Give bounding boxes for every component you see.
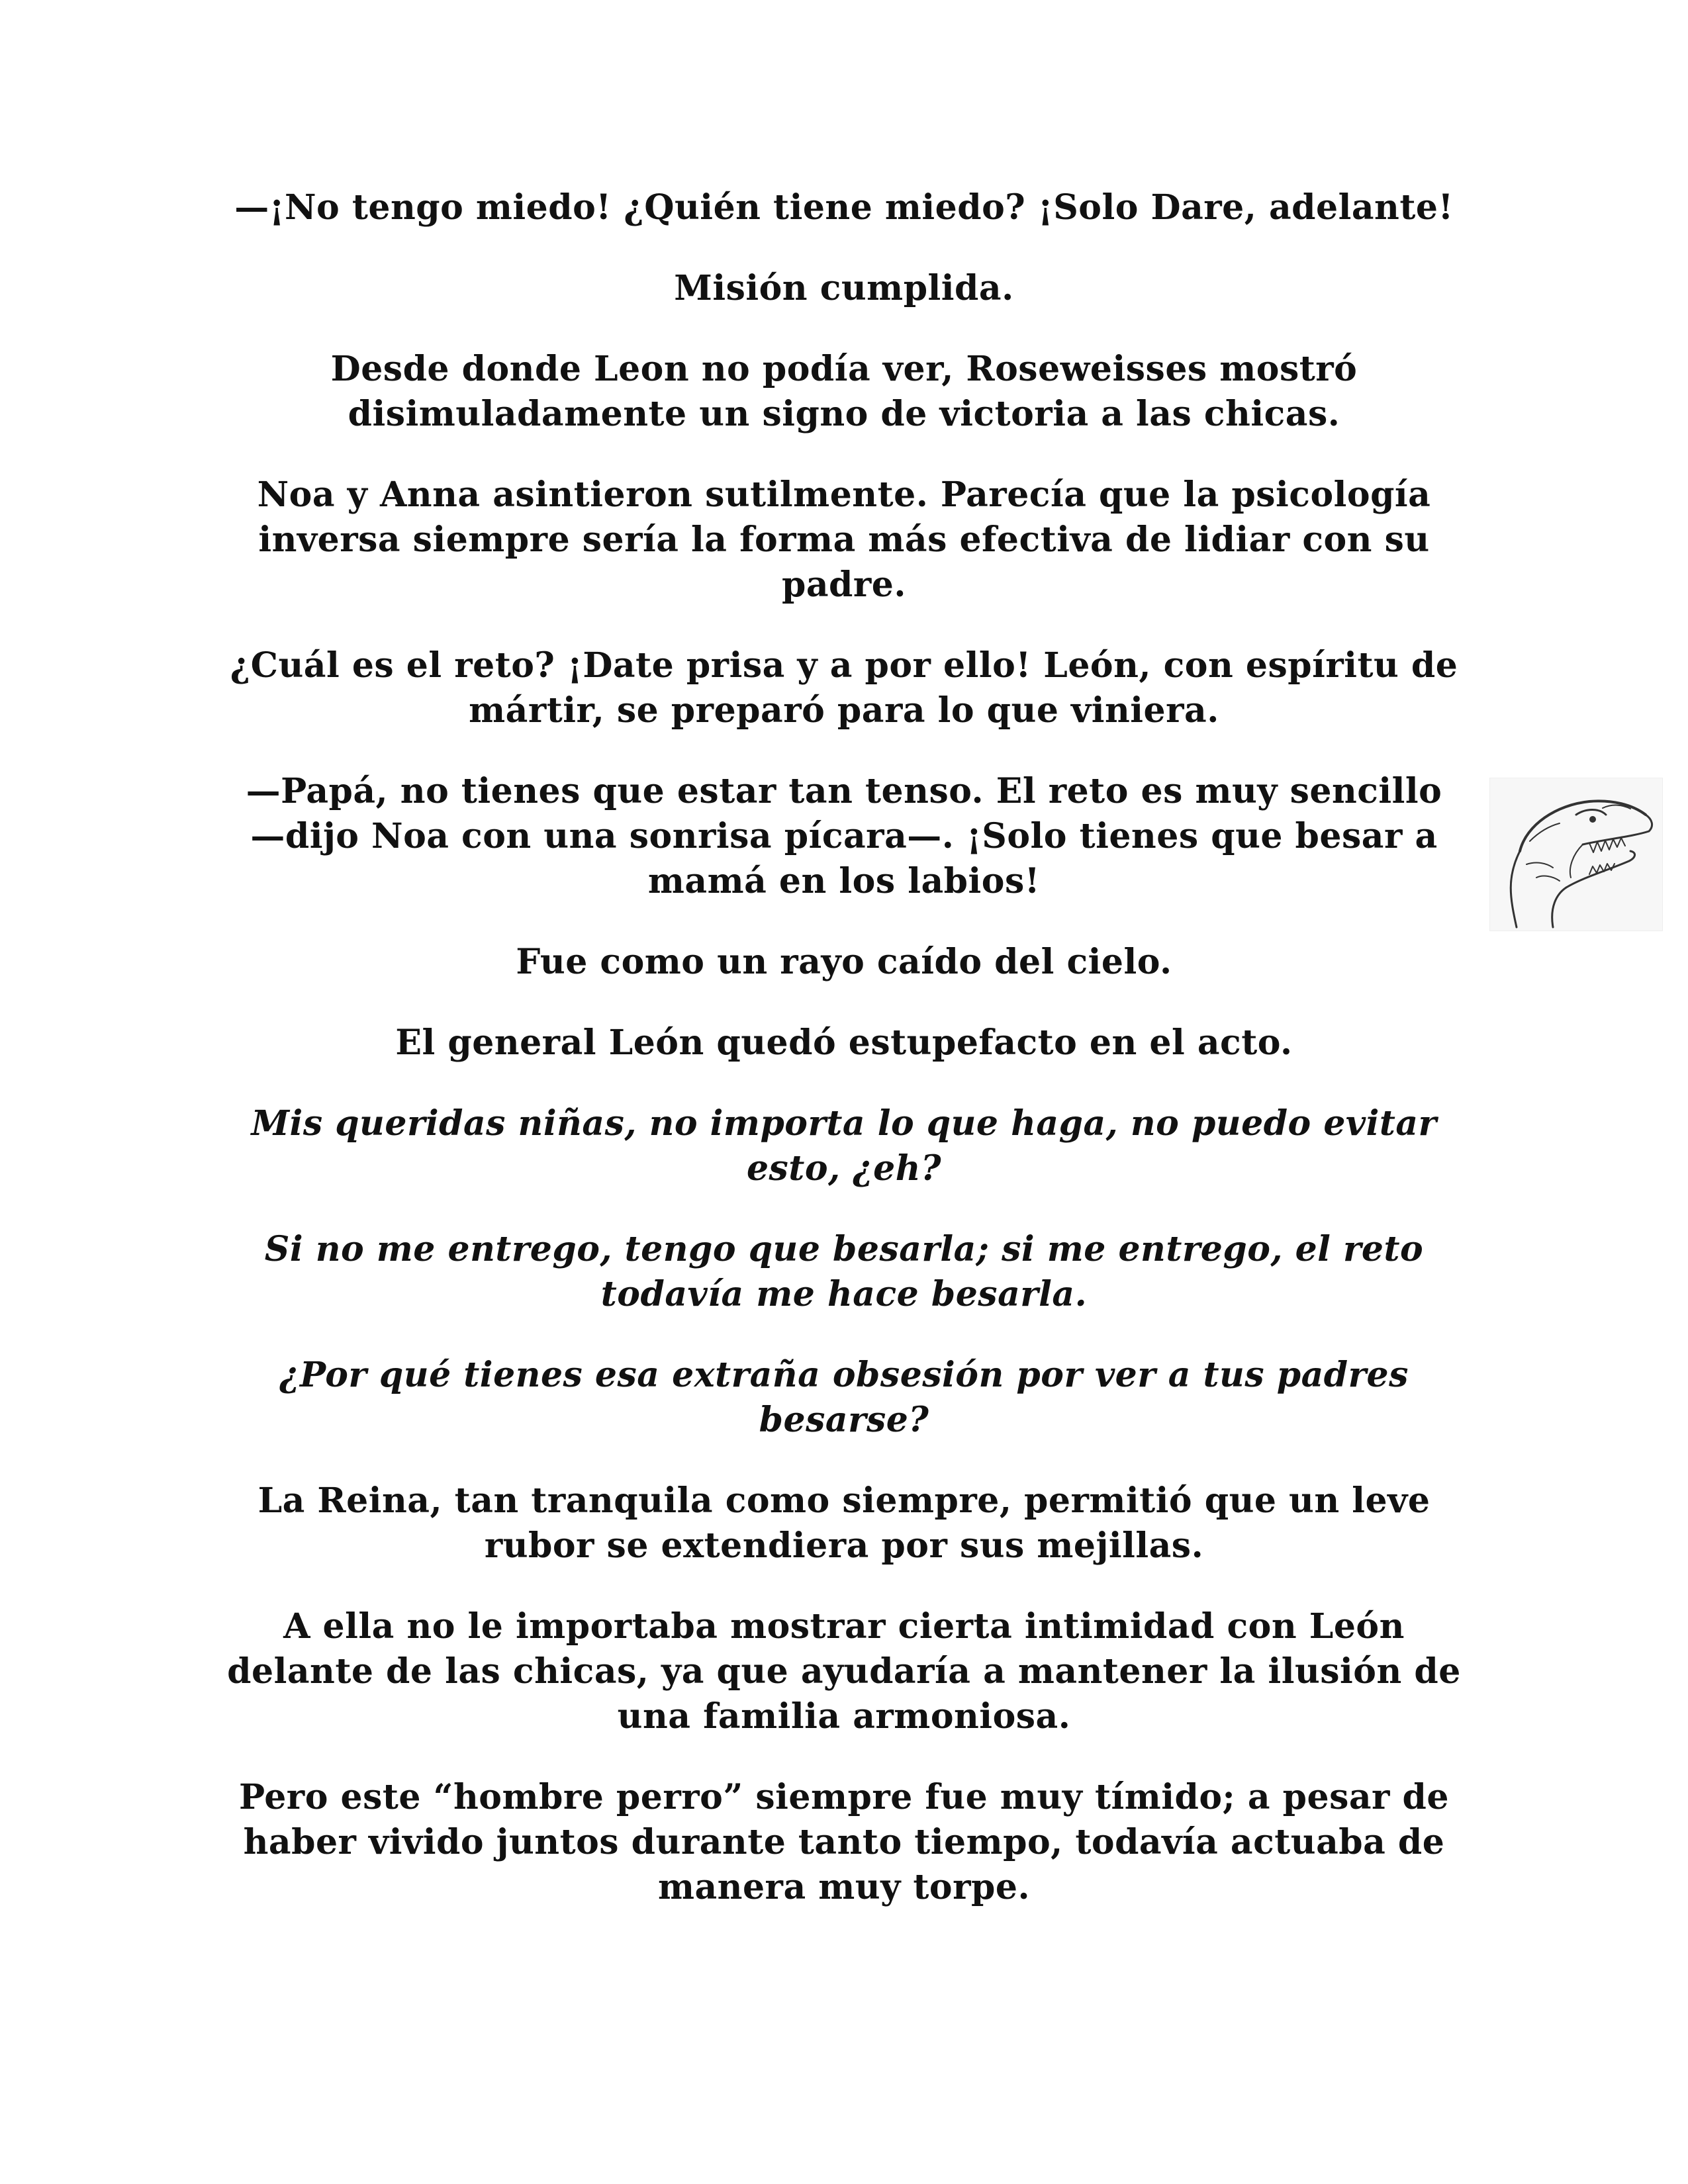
paragraph-1: —¡No tengo miedo! ¿Quién tiene miedo? ¡Solo Dare, adelante! (234, 187, 1454, 228)
paragraph-11: ¿Por qué tienes esa extraña obsesión por ver a tus padres besarse? (279, 1355, 1409, 1440)
paragraph-6: —Papá, no tienes que estar tan tenso. El reto es muy sencillo —dijo Noa con una sonrisa pícara—. ¡Solo tienes que besar a mamá en los labios! (246, 771, 1442, 901)
paragraph-2: Misión cumplida. (674, 268, 1014, 308)
paragraph-10: Si no me entrego, tengo que besarla; si me entrego, el reto todavía me hace besarla. (264, 1229, 1424, 1314)
dinosaur-head-sketch-icon (1489, 778, 1663, 931)
document-page (225, 185, 1463, 1946)
paragraph-4: Noa y Anna asintieron sutilmente. Parecía que la psicología inversa siempre sería la forma más efectiva de lidiar con su padre. (257, 475, 1431, 605)
paragraph-5: ¿Cuál es el reto? ¡Date prisa y a por ello! León, con espíritu de mártir, se preparó para lo que viniera. (230, 645, 1458, 731)
paragraph-9: Mis queridas niñas, no importa lo que haga, no puedo evitar esto, ¿eh? (251, 1103, 1437, 1189)
paragraph-8: El general León quedó estupefacto en el acto. (395, 1023, 1293, 1063)
paragraph-12: La Reina, tan tranquila como siempre, permitió que un leve rubor se extendiera por sus mejillas. (258, 1480, 1430, 1566)
paragraph-14: Pero este “hombre perro” siempre fue muy tímido; a pesar de haber vivido juntos durante tanto tiempo, todavía actuaba de manera muy torpe. (239, 1777, 1449, 1907)
paragraph-3: Desde donde Leon no podía ver, Roseweisses mostró disimuladamente un signo de victoria a las chicas. (330, 349, 1358, 434)
paragraph-7: Fue como un rayo caído del cielo. (516, 942, 1172, 982)
paragraph-13: A ella no le importaba mostrar cierta intimidad con León delante de las chicas, ya que ayudaría a mantener la ilusión de una familia armoniosa. (227, 1606, 1461, 1737)
